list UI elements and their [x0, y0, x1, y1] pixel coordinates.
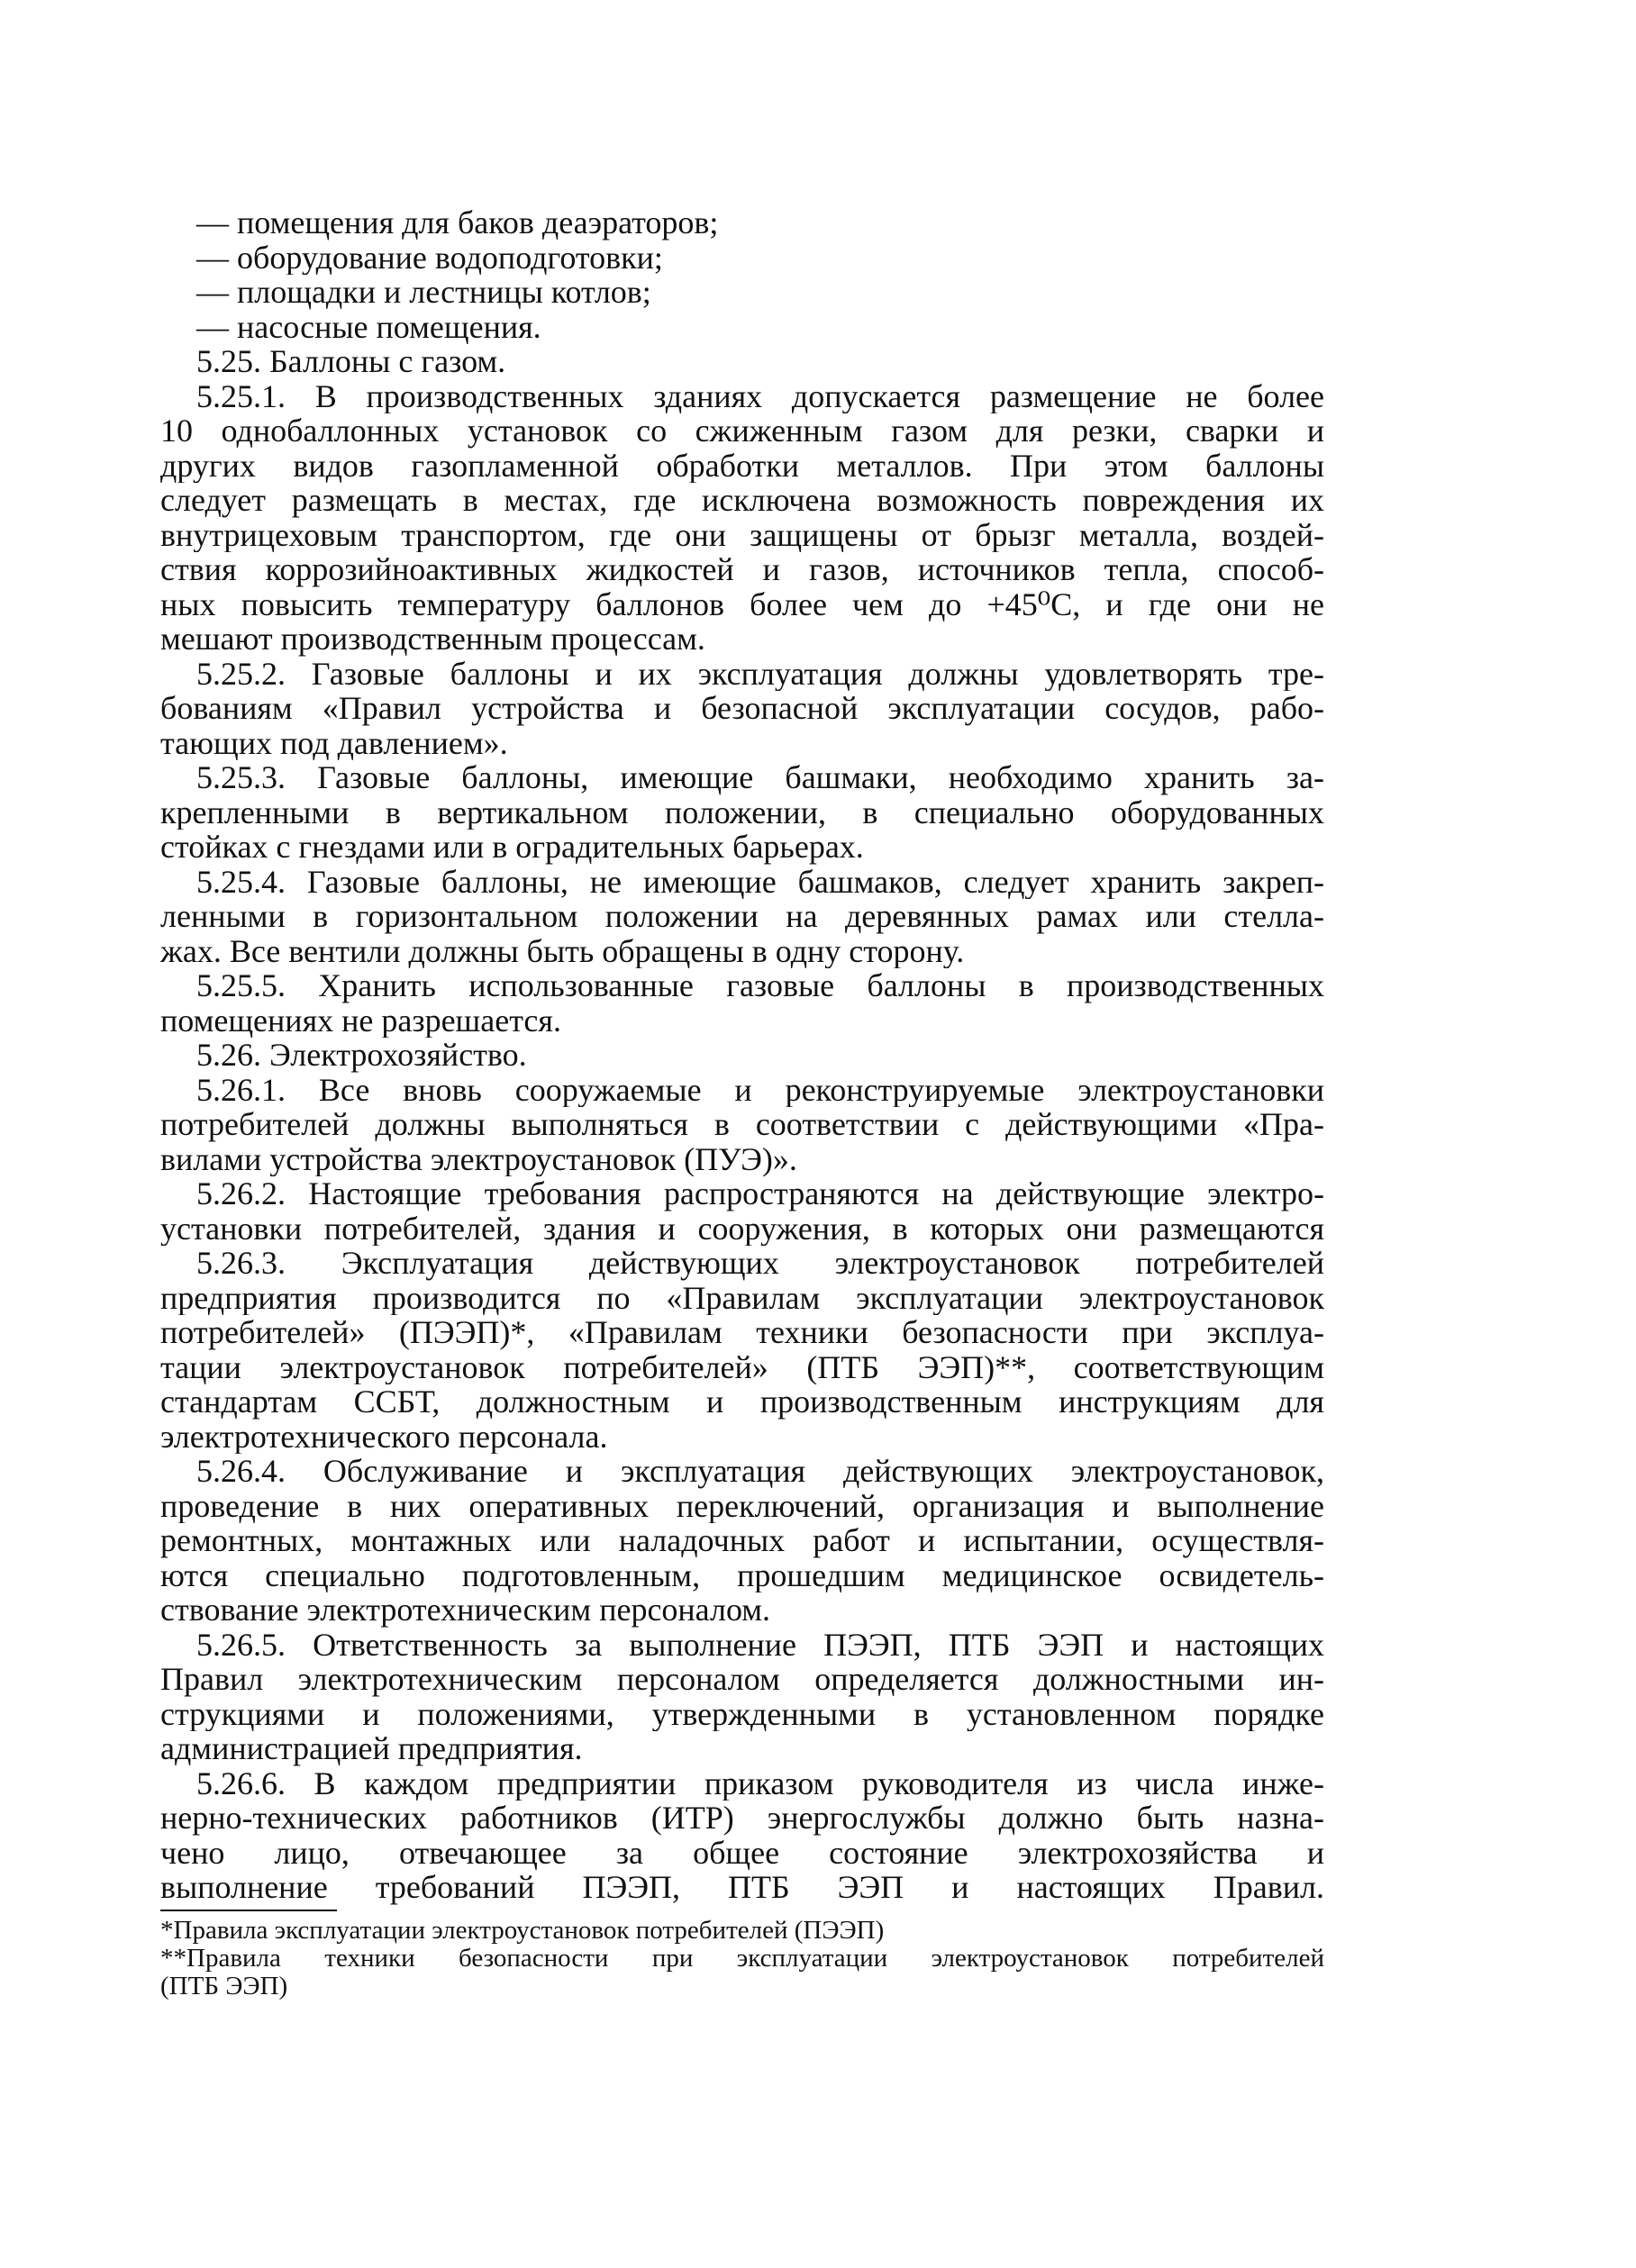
- text-line: вилами устройства электроустановок (ПУЭ)».: [160, 1141, 797, 1176]
- text-line: 5.25. Баллоны с газом.: [196, 344, 506, 379]
- text-line: 5.25.3. Газовые баллоны, имеющие башмаки, необходимо хранить за-: [196, 760, 1324, 795]
- footnote-line: **Правила техники безопасности при эксплуатации электроустановок потребителей: [160, 1944, 1324, 1973]
- text-line: 5.25.1. В производственных зданиях допускается размещение не более: [196, 378, 1324, 413]
- text-line: 5.26.1. Все вновь сооружаемые и реконструируемые электроустановки: [196, 1072, 1324, 1107]
- text-line: предприятия производится по «Правилам эксплуатации электроустановок: [160, 1280, 1324, 1315]
- text-line: администрацией предприятия.: [160, 1731, 583, 1766]
- text-line: — оборудование водоподготовки;: [196, 240, 663, 275]
- text-line: 5.26.3. Эксплуатация действующих электроустановок потребителей: [196, 1246, 1324, 1281]
- text-line: 5.25.5. Хранить использованные газовые баллоны в производственных: [196, 968, 1324, 1003]
- text-line: ленными в горизонтальном положении на деревянных рамах или стелла-: [160, 899, 1324, 934]
- text-line: — насосные помещения.: [196, 309, 541, 344]
- text-line: потребителей» (ПЭЭП)*, «Правилам техники безопасности при эксплуа-: [160, 1315, 1324, 1350]
- text-line: 5.26. Электрохозяйство.: [196, 1038, 527, 1073]
- text-line: жах. Все вентили должны быть обращены в одну сторону.: [160, 933, 965, 968]
- text-line: нерно-технических работников (ИТР) энергослужбы должно быть назна-: [160, 1801, 1324, 1836]
- text-line: внутрицеховым транспортом, где они защищены от брызг металла, воздей-: [160, 517, 1324, 552]
- text-line: ных повысить температуру баллонов более чем до +45⁰С, и где они не: [160, 586, 1324, 621]
- text-line: чено лицо, отвечающее за общее состояние электрохозяйства и: [160, 1835, 1324, 1870]
- body-text: [160, 205, 1324, 1905]
- text-line: 5.26.2. Настоящие требования распространяются на действующие электро-: [196, 1176, 1324, 1211]
- text-line: стойках с гнездами или в оградительных барьерах.: [160, 830, 864, 865]
- text-line: помещениях не разрешается.: [160, 1002, 561, 1038]
- text-line: ются специально подготовленным, прошедшим медицинское освидетель-: [160, 1557, 1324, 1592]
- footnote-separator: [160, 1910, 337, 1911]
- text-line: ствия коррозийноактивных жидкостей и газов, источников тепла, способ-: [160, 552, 1324, 587]
- footnotes: [160, 1917, 1324, 2000]
- footnote-line: *Правила эксплуатации электроустановок потребителей (ПЭЭП): [160, 1916, 885, 1945]
- text-line: струкциями и положениями, утвержденными в установленном порядке: [160, 1696, 1324, 1731]
- text-line: Правил электротехническим персоналом определяется должностными ин-: [160, 1662, 1324, 1697]
- text-line: электротехнического персонала.: [160, 1419, 608, 1454]
- text-line: ремонтных, монтажных или наладочных работ и испытании, осуществля-: [160, 1523, 1324, 1558]
- text-line: мешают производственным процессам.: [160, 621, 705, 657]
- text-line: выполнение требований ПЭЭП, ПТБ ЭЭП и настоящих Правил.: [160, 1870, 1324, 1905]
- text-line: — площадки и лестницы котлов;: [196, 275, 651, 310]
- text-line: 10 однобаллонных установок со сжиженным газом для резки, сварки и: [160, 413, 1324, 449]
- text-line: крепленными в вертикальном положении, в специально оборудованных: [160, 794, 1324, 830]
- text-line: установки потребителей, здания и сооружения, в которых они размещаются: [160, 1211, 1324, 1246]
- text-line: ствование электротехническим персоналом.: [160, 1592, 771, 1628]
- text-line: стандартам ССБТ, должностным и производственным инструкциям для: [160, 1384, 1324, 1420]
- text-line: потребителей должны выполняться в соответствии с действующими «Пра-: [160, 1107, 1324, 1142]
- text-line: 5.25.2. Газовые баллоны и их эксплуатация должны удовлетворять тре-: [196, 656, 1324, 691]
- footnote-line: (ПТБ ЭЭП): [160, 1972, 288, 2000]
- text-line: проведение в них оперативных переключений, организация и выполнение: [160, 1488, 1324, 1523]
- text-line: 5.25.4. Газовые баллоны, не имеющие башмаков, следует хранить закреп-: [196, 864, 1324, 899]
- text-line: — помещения для баков деаэраторов;: [196, 205, 719, 240]
- text-line: других видов газопламенной обработки металлов. При этом баллоны: [160, 448, 1324, 483]
- text-line: тации электроустановок потребителей» (ПТБ ЭЭП)**, соответствующим: [160, 1349, 1324, 1384]
- text-line: 5.26.5. Ответственность за выполнение ПЭЭП, ПТБ ЭЭП и настоящих: [196, 1627, 1324, 1662]
- text-line: следует размещать в местах, где исключена возможность повреждения их: [160, 483, 1324, 518]
- text-line: 5.26.6. В каждом предприятии приказом руководителя из числа инже-: [196, 1765, 1324, 1801]
- text-line: 5.26.4. Обслуживание и эксплуатация действующих электроустановок,: [196, 1454, 1324, 1489]
- text-line: бованиям «Правил устройства и безопасной эксплуатации сосудов, рабо-: [160, 691, 1324, 726]
- document-page: [160, 205, 1324, 2000]
- text-line: тающих под давлением».: [160, 725, 508, 760]
